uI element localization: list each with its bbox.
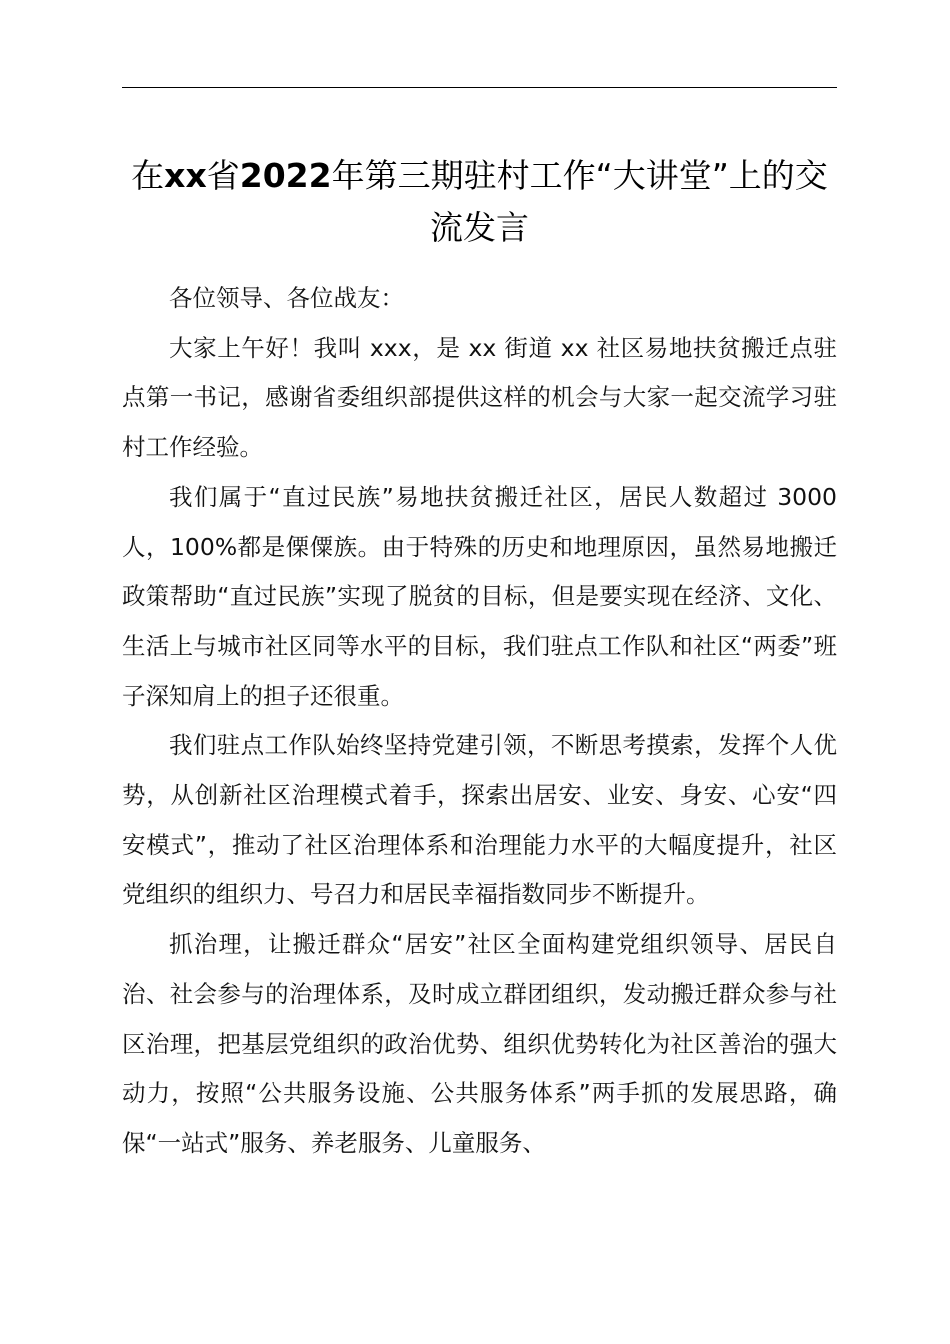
paragraph: 大家上午好！我叫 xxx，是 xx 街道 xx 社区易地扶贫搬迁点驻点第一书记，感谢省委组织部提供这样的机会与大家一起交流学习驻村工作经验。 xyxy=(122,333,837,462)
title-segment: 省 xyxy=(206,156,240,195)
paragraph: 抓治理，让搬迁群众“居安”社区全面构建党组织领导、居民自治、社会参与的治理体系，及时成立群团组织，发动搬迁群众参与社区治理，把基层党组织的政治优势、组织优势转化为社区善治的强大动力，按照“公共服务设施、公共服务体系”两手抓的发展思路，确保“一站式”服务、养老服务、儿童服务、 xyxy=(122,930,837,1157)
salutation: 各位领导、各位战友： xyxy=(169,284,404,312)
document-body xyxy=(122,274,837,1169)
title-segment: 年第三期驻村工作“大讲堂”上的交流发言 xyxy=(331,156,828,247)
title-segment: 2022 xyxy=(239,156,332,195)
paragraph: 我们属于“直过民族”易地扶贫搬迁社区，居民人数超过 3000 人，100%都是傈僳族。由于特殊的历史和地理原因，虽然易地搬迁政策帮助“直过民族”实现了脱贫的目标，但是要实现在经济、文化、生活上与城市社区同等水平的目标，我们驻点工作队和社区“两委”班子深知肩上的担子还很重。 xyxy=(122,482,837,710)
title-segment: 在 xyxy=(131,156,165,195)
title-segment: xx xyxy=(164,156,207,195)
paragraph: 我们驻点工作队始终坚持党建引领，不断思考摸索，发挥个人优势，从创新社区治理模式着手，探索出居安、业安、身安、心安“四安模式”，推动了社区治理体系和治理能力水平的大幅度提升，社区党组织的组织力、号召力和居民幸福指数同步不断提升。 xyxy=(122,731,837,909)
document-title xyxy=(122,150,837,254)
header-rule xyxy=(122,87,837,88)
